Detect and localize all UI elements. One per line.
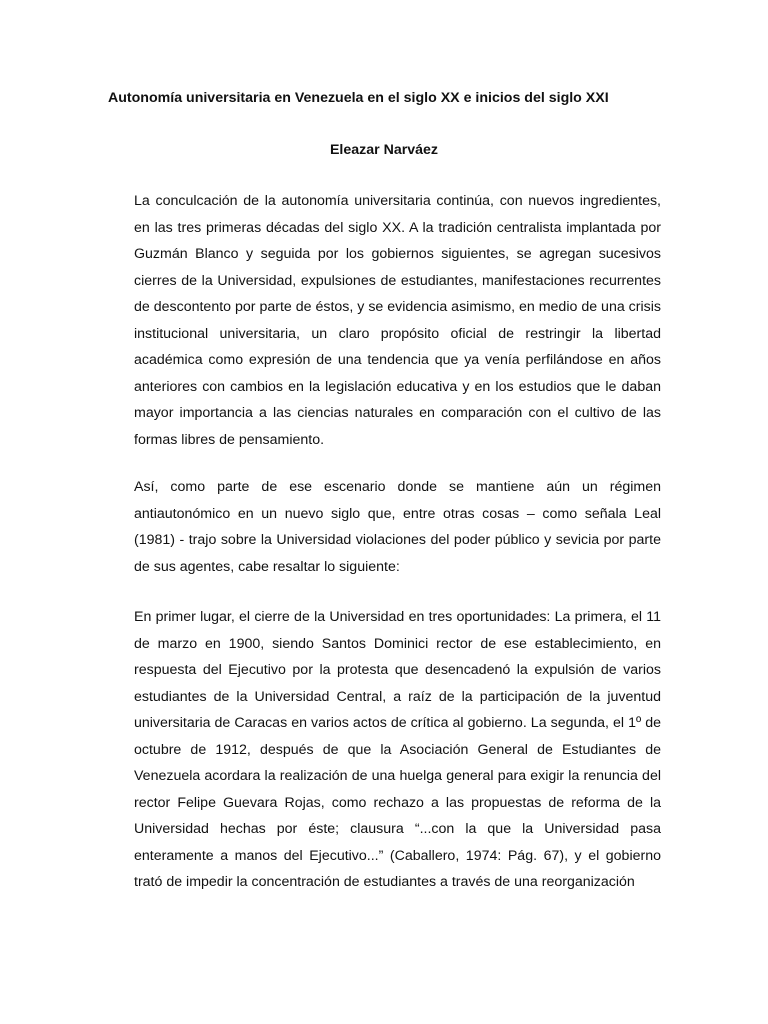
paragraph-2: Así, como parte de ese escenario donde se mantiene aún un régimen antiautonómico en un nuevo siglo que, entre otras cosas – como señala Leal (1981) - trajo sobre la Universidad violaciones del poder público y sevicia por parte de sus agentes, cabe resaltar lo siguiente: xyxy=(134,479,661,575)
document-author: Eleazar Narváez xyxy=(329,142,439,158)
paragraph-3: En primer lugar, el cierre de la Universidad en tres oportunidades: La primera, el 11 de marzo en 1900, siendo Santos Dominici rector de ese establecimiento, en respuesta del Ejecutivo por la protesta que desencadenó la expulsión de varios estudiantes de la Universidad Central, a raíz de la participación de la juventud universitaria de Caracas en varios actos de crítica al gobierno. La segunda, el 1º de octubre de 1912, después de que la Asociación General de Estudiantes de Venezuela acordara la realización de una huelga general para exigir la renuncia del rector Felipe Guevara Rojas, como rechazo a las propuestas de reforma de la Universidad hechas por éste; clausura “...con la que la Universidad pasa enteramente a manos del Ejecutivo...” (Caballero, 1974: Pág. 67), y el gobierno trató de impedir la concentración de estudiantes a través de una reorganización xyxy=(134,609,661,890)
document-title: Autonomía universitaria en Venezuela en el siglo XX e inicios del siglo XXI xyxy=(108,90,609,106)
paragraph-1: La conculcación de la autonomía universitaria continúa, con nuevos ingredientes, en las tres primeras décadas del siglo XX. A la tradición centralista implantada por Guzmán Blanco y seguida por los gobiernos siguientes, se agregan sucesivos cierres de la Universidad, expulsiones de estudiantes, manifestaciones recurrentes de descontento por parte de éstos, y se evidencia asimismo, en medio de una crisis institucional universitaria, un claro propósito oficial de restringir la libertad académica como expresión de una tendencia que ya venía perfilándose en años anteriores con cambios en la legislación educativa y en los estudios que le daban mayor importancia a las ciencias naturales en comparación con el cultivo de las formas libres de pensamiento. xyxy=(134,193,661,448)
